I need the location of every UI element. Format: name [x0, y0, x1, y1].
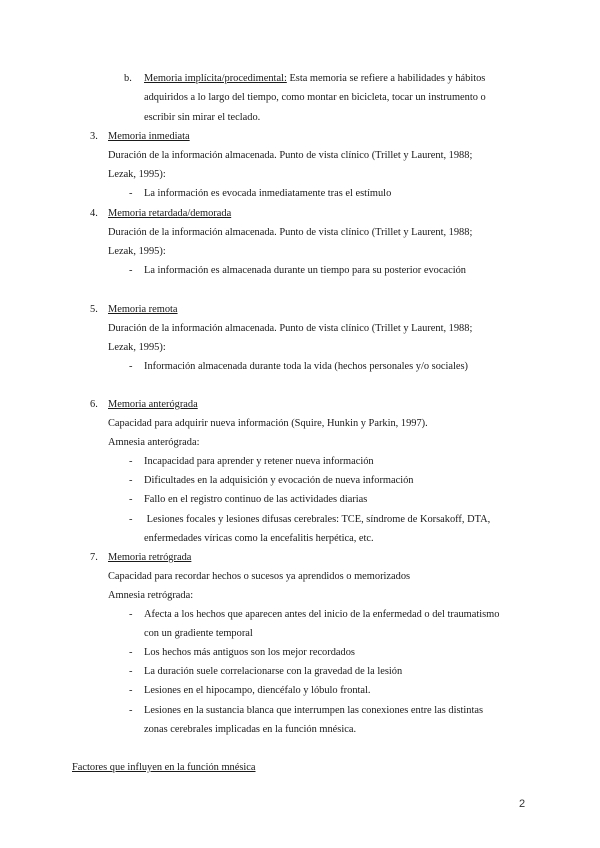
section-7-bullet: Afecta a los hechos que aparecen antes del inicio de la enfermedad o del traumatismo	[144, 609, 500, 620]
section-3-title: Memoria inmediata	[108, 131, 190, 142]
section-7-bullet: Lesiones en la sustancia blanca que interrumpen las conexiones entre las distintas	[144, 705, 484, 716]
section-6-bullet: Fallo en el registro continuo de las actividades diarias	[144, 494, 368, 505]
item-b-line3: escribir sin mirar el teclado.	[144, 112, 261, 123]
bullet-dash: -	[129, 361, 133, 372]
section-7-title: Memoria retrógrada	[108, 552, 192, 563]
section-6-number: 6.	[90, 399, 98, 410]
section-7-bullet-continuation: zonas cerebrales implicadas en la función mnésica.	[144, 724, 357, 735]
section-6-bullet: Dificultades en la adquisición y evocación de nueva información	[144, 475, 414, 486]
section-6-bullet-continuation: enfermedades víricas como la encefalitis herpética, etc.	[144, 533, 374, 544]
item-b-line2: adquiridos a lo largo del tiempo, como montar en bicicleta, tocar un instrumento o	[144, 92, 486, 103]
section-7-bullet-continuation: con un gradiente temporal	[144, 628, 253, 639]
section-7-bullet: La duración suele correlacionarse con la gravedad de la lesión	[144, 666, 403, 677]
section-4-line: Duración de la información almacenada. Punto de vista clínico (Trillet y Laurent, 1988;	[108, 227, 473, 238]
bullet-dash: -	[129, 666, 133, 677]
section-3-line: Duración de la información almacenada. Punto de vista clínico (Trillet y Laurent, 1988;	[108, 150, 473, 161]
section-7-line: Capacidad para recordar hechos o sucesos ya aprendidos o memorizados	[108, 571, 411, 582]
section-7-number: 7.	[90, 552, 98, 563]
section-6-line: Amnesia anterógrada:	[108, 437, 200, 448]
bullet-dash: -	[129, 456, 133, 467]
bullet-dash: -	[129, 494, 133, 505]
section-5-number: 5.	[90, 304, 98, 315]
section-4-title: Memoria retardada/demorada	[108, 208, 232, 219]
section-6-title: Memoria anterógrada	[108, 399, 198, 410]
bullet-dash: -	[129, 188, 133, 199]
section-7-bullet: Los hechos más antiguos son los mejor recordados	[144, 647, 355, 658]
section-6-line: Capacidad para adquirir nueva información (Squire, Hunkin y Parkin, 1997).	[108, 418, 428, 429]
section-4-bullet: La información es almacenada durante un tiempo para su posterior evocación	[144, 265, 466, 276]
bullet-dash: -	[129, 609, 133, 620]
section-3-line: Lezak, 1995):	[108, 169, 166, 180]
bullet-dash: -	[129, 685, 133, 696]
bullet-dash: -	[129, 705, 133, 716]
section-4-number: 4.	[90, 208, 98, 219]
bullet-dash: -	[129, 647, 133, 658]
section-5-bullet: Información almacenada durante toda la vida (hechos personales y/o sociales)	[144, 361, 468, 372]
item-b-text1: Esta memoria se refiere a habilidades y hábitos	[289, 73, 486, 84]
section-7-bullet: Lesiones en el hipocampo, diencéfalo y lóbulo frontal.	[144, 685, 371, 696]
section-3-number: 3.	[90, 131, 98, 142]
factors-heading: Factores que influyen en la función mnésica	[72, 762, 256, 773]
section-5-line: Duración de la información almacenada. Punto de vista clínico (Trillet y Laurent, 1988;	[108, 323, 473, 334]
bullet-dash: -	[129, 514, 133, 525]
section-5-line: Lezak, 1995):	[108, 342, 166, 353]
item-b-title: Memoria implícita/procedimental:	[144, 73, 287, 84]
section-6-bullet: Lesiones focales y lesiones difusas cerebrales: TCE, síndrome de Korsakoff, DTA,	[144, 514, 491, 525]
section-4-line: Lezak, 1995):	[108, 246, 166, 257]
section-3-bullet: La información es evocada inmediatamente tras el estímulo	[144, 188, 392, 199]
item-b-label: b.	[124, 73, 132, 84]
section-5-title: Memoria remota	[108, 304, 178, 315]
section-6-bullet: Incapacidad para aprender y retener nueva información	[144, 456, 374, 467]
item-b-line1	[144, 72, 485, 85]
bullet-dash: -	[129, 475, 133, 486]
bullet-dash: -	[129, 265, 133, 276]
section-7-line: Amnesia retrógrada:	[108, 590, 194, 601]
page-number: 2	[519, 798, 526, 810]
